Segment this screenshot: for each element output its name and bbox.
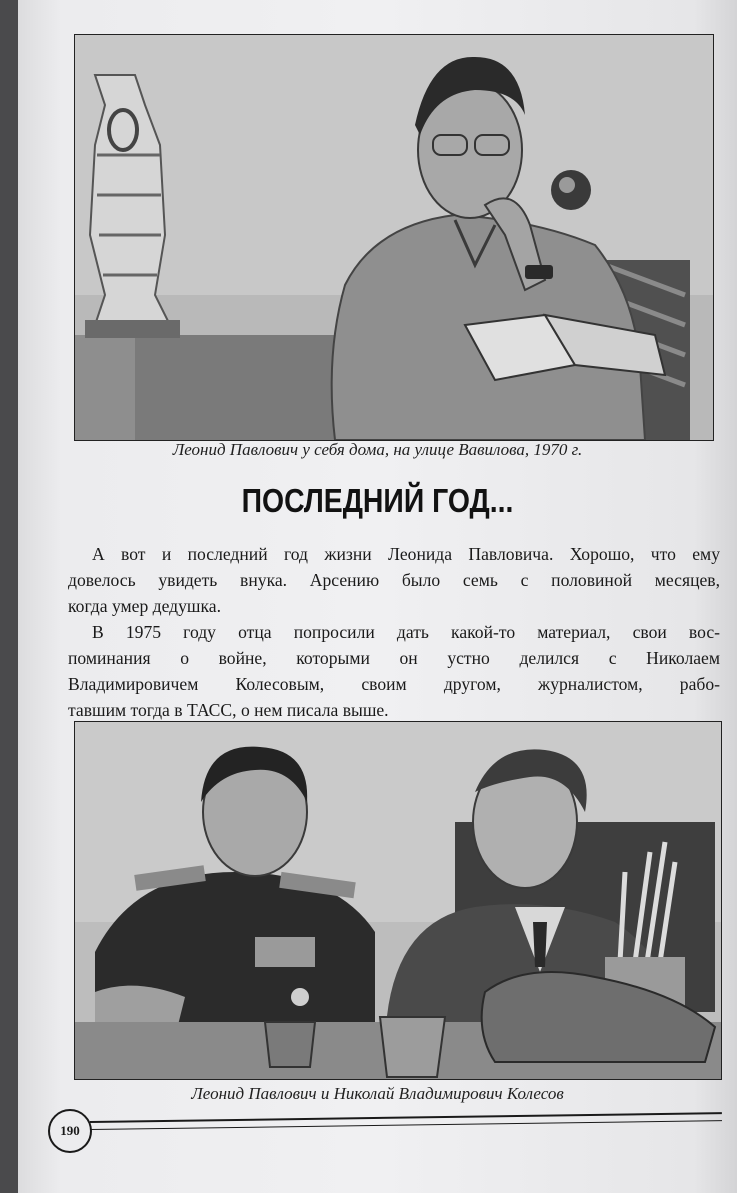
footer-rule — [90, 1112, 722, 1130]
photo-caption-top: Леонид Павлович у себя дома, на улице Вавилова, 1970 г. — [172, 440, 583, 459]
paragraph-2-line-1: В 1975 году отца попросили дать какой-то материал, свои вос- — [92, 622, 720, 642]
book-page — [18, 0, 737, 1193]
photo-two-men-talking — [74, 721, 722, 1080]
paragraph-2-line-4: тавшим тогда в ТАСС, о нем писала выше. — [68, 700, 389, 720]
body-text — [68, 541, 720, 723]
photo-illustration — [75, 35, 713, 440]
photo-man-reading-at-home — [74, 34, 714, 441]
photo-illustration — [75, 722, 721, 1079]
paragraph-2-line-2: поминания о войне, которыми он устно делился с Николаем — [68, 648, 720, 668]
paragraph-1-line-2: довелось увидеть внука. Арсению было семь с половиной месяцев, — [68, 570, 720, 590]
paragraph-2-line-3: Владимировичем Колесовым, своим другом, журналистом, рабо- — [68, 674, 720, 694]
paragraph-1-line-1: А вот и последний год жизни Леонида Павловича. Хорошо, что ему — [92, 544, 720, 564]
photo-caption-bottom: Леонид Павлович и Николай Владимирович Колесов — [191, 1084, 564, 1103]
page-number: 190 — [48, 1109, 92, 1153]
paragraph-1-line-3: когда умер дедушка. — [68, 596, 221, 616]
section-heading: ПОСЛЕДНИЙ ГОД... — [241, 482, 514, 519]
